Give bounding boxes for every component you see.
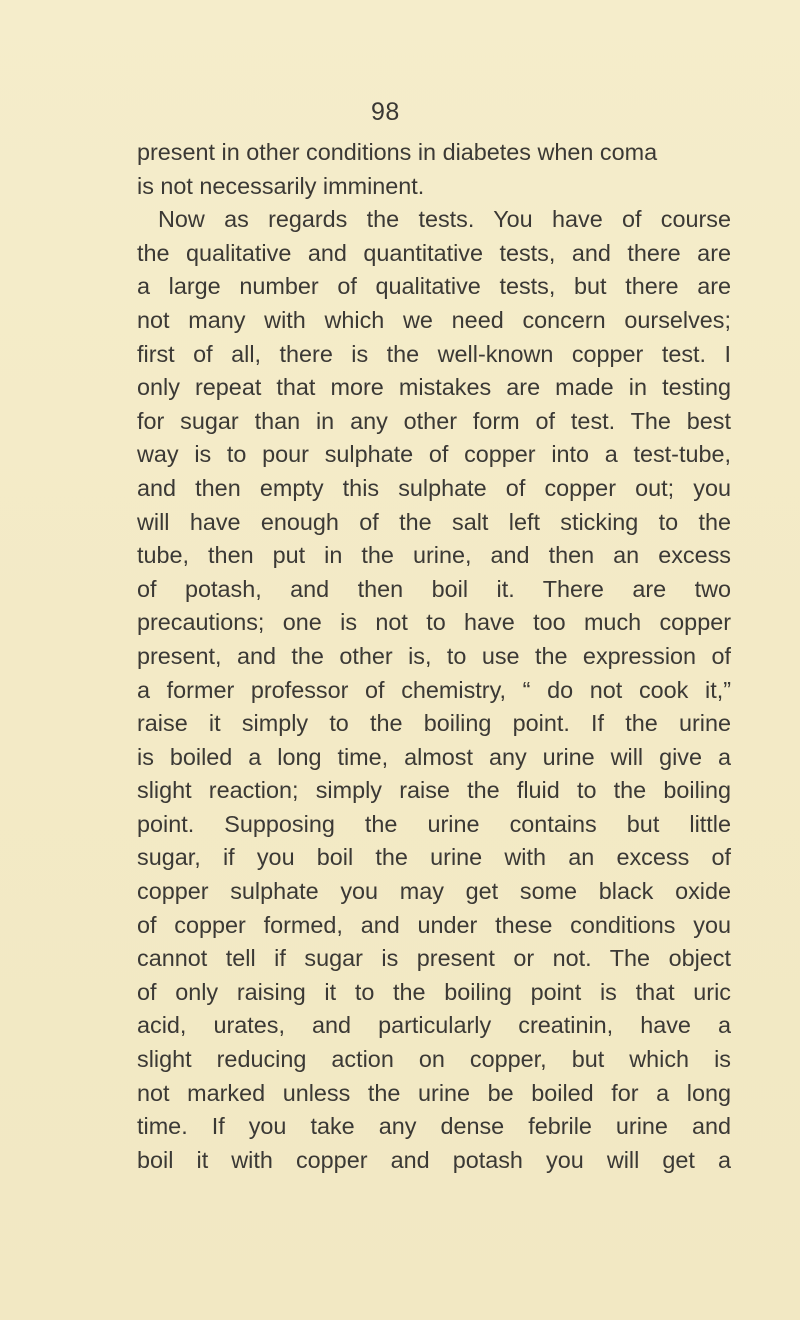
text-line: is boiled a long time, almost any urine will give a bbox=[137, 743, 731, 770]
text-line: not many with which we need concern ourselves; bbox=[137, 306, 731, 333]
text-line: only repeat that more mistakes are made in testing bbox=[137, 374, 731, 401]
text-line: precautions; one is not to have too much copper bbox=[137, 609, 731, 636]
body-text bbox=[137, 136, 777, 1177]
text-line: raise it simply to the boiling point. If the urine bbox=[137, 710, 731, 737]
text-line: for sugar than in any other form of test. The best bbox=[137, 407, 731, 434]
text-line: sugar, if you boil the urine with an excess of bbox=[137, 844, 731, 871]
text-line: will have enough of the salt left sticking to the bbox=[137, 508, 731, 535]
text-line: first of all, there is the well-known copper test. I bbox=[137, 340, 731, 367]
text-line: cannot tell if sugar is present or not. The object bbox=[137, 945, 731, 972]
text-line: slight reaction; simply raise the fluid to the boiling bbox=[137, 777, 731, 804]
text-line: slight reducing action on copper, but which is bbox=[137, 1046, 731, 1073]
text-line: present in other conditions in diabetes when coma bbox=[137, 139, 658, 165]
text-line: copper sulphate you may get some black oxide bbox=[137, 878, 731, 905]
text-line: and then empty this sulphate of copper out; you bbox=[137, 474, 731, 501]
text-line: a former professor of chemistry, “ do not cook it,” bbox=[137, 676, 731, 703]
text-line: acid, urates, and particularly creatinin, have a bbox=[137, 1012, 731, 1039]
text-line: tube, then put in the urine, and then an excess bbox=[137, 542, 731, 569]
text-line: of copper formed, and under these conditions you bbox=[137, 911, 731, 938]
text-line: present, and the other is, to use the expression of bbox=[137, 642, 731, 669]
text-line: time. If you take any dense febrile urine and bbox=[137, 1113, 731, 1140]
text-line: Now as regards the tests. You have of course bbox=[158, 206, 731, 233]
text-line: point. Supposing the urine contains but little bbox=[137, 810, 731, 837]
text-line: of only raising it to the boiling point is that uric bbox=[137, 978, 731, 1005]
text-line: a large number of qualitative tests, but there are bbox=[137, 273, 731, 300]
text-line: the qualitative and quantitative tests, and there are bbox=[137, 239, 731, 266]
page-number: 98 bbox=[371, 98, 400, 126]
text-line: way is to pour sulphate of copper into a test-tube, bbox=[137, 441, 731, 468]
text-line: of potash, and then boil it. There are two bbox=[137, 575, 731, 602]
text-line: boil it with copper and potash you will get a bbox=[137, 1146, 731, 1173]
text-line: not marked unless the urine be boiled for a long bbox=[137, 1079, 731, 1106]
text-line: is not necessarily imminent. bbox=[137, 172, 425, 199]
